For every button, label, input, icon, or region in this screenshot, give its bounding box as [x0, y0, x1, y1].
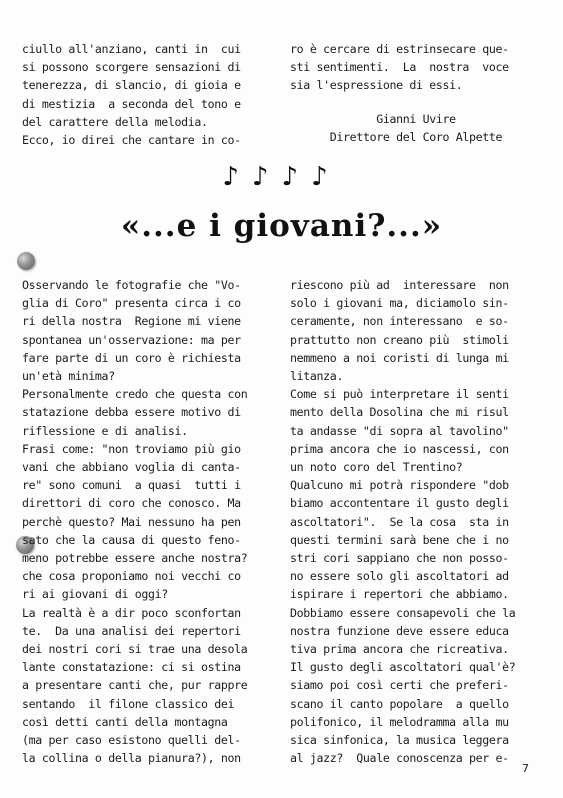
text-line: Ecco, io direi che cantare in co- [22, 133, 241, 148]
text-line: polifonico, il melodramma alla mu [290, 714, 509, 729]
text-line: statazione debba essere motivo di [22, 405, 241, 420]
text-line: tiva prima ancora che ricreativa. [290, 642, 509, 657]
text-line: un'età minima? [22, 369, 115, 384]
text-line: (ma per caso esistono quelli del- [22, 733, 241, 748]
text-line: no essere solo gli ascoltatori ad [290, 569, 509, 584]
text-line: lante constatazione: ci si ostina [22, 660, 241, 675]
text-line: Osservando le fotografie che "Vo- [22, 278, 241, 292]
intro-column-right [290, 40, 542, 95]
text-line: nostra funzione deve essere educa [290, 623, 509, 638]
text-line: Qualcuno mi potrà rispondere "dob [290, 478, 509, 493]
text-line: un noto coro del Trentino? [290, 460, 463, 475]
text-line: prima ancora che io nascessi, con [290, 441, 509, 456]
text-line: tenerezza, di slancio, di gioia e [22, 78, 241, 93]
text-line: Il gusto degli ascoltatori qual'è? [290, 660, 516, 675]
text-line: re" sono comuni a quasi tutti i [22, 478, 241, 493]
text-line: così detti canti della montagna [22, 714, 228, 729]
text-line: sti sentimenti. La nostra voce [290, 60, 509, 75]
text-line: stri cori sappiano che non posso- [290, 551, 509, 566]
page-number: 7 [522, 762, 529, 775]
article-column-left [22, 276, 274, 767]
text-line: riflessione e di analisi. [22, 423, 188, 438]
text-line: che cosa proponiamo noi vecchi co [22, 569, 241, 584]
text-line: sica sinfonica, la musica leggera [290, 733, 509, 748]
text-line: biamo accontentare il gusto degli [290, 496, 509, 511]
text-line: mento della Dosolina che mi risul [290, 405, 509, 420]
text-line: si possono scorgere sensazioni di [22, 60, 241, 75]
binder-hole-icon [17, 252, 35, 270]
text-line: del carattere della melodia. [22, 114, 208, 129]
text-line: ri ai giovani di oggi? [22, 587, 168, 602]
text-line: Frasi come: "non troviamo più gio [22, 441, 241, 456]
text-line: ispirare i repertori che abbiamo. [290, 587, 509, 602]
text-line: riescono più ad interessare non [290, 278, 509, 292]
text-line: ciullo all'anziano, canti in cui [22, 42, 241, 56]
text-line: litanza. [290, 369, 344, 384]
text-line: vani che abbiano voglia di canta- [22, 460, 241, 475]
article-column-right [290, 276, 542, 767]
text-line: Dobbiamo essere consapevoli che la [290, 605, 516, 620]
text-line: Personalmente credo che questa con [22, 387, 248, 402]
text-line: sato che la causa di questo feno- [22, 532, 241, 547]
text-line: ri della nostra Regione mi viene [22, 314, 241, 329]
text-line: al jazz? Quale conoscenza per e- [290, 751, 509, 766]
text-line: spontanea un'osservazione: ma per [22, 332, 241, 347]
text-line: sia l'espressione di essi. [290, 78, 463, 93]
text-line: meno potrebbe essere anche nostra? [22, 551, 248, 566]
text-line: te. Da una analisi dei repertori [22, 623, 241, 638]
text-line: solo i giovani ma, diciamolo sin- [290, 296, 509, 311]
text-line: nemmeno a noi coristi di lunga mi [290, 350, 509, 365]
intro-column-left [22, 40, 272, 149]
text-line: dei nostri cori si trae una desola [22, 642, 248, 657]
text-line: glia di Coro" presenta circa i co [22, 296, 241, 311]
text-line: ro è cercare di estrinsecare que- [290, 42, 509, 56]
signature-role: Direttore del Coro Alpette [329, 130, 503, 144]
signature-name: Gianni Uvire [376, 112, 456, 126]
music-notes-decoration: ♪♪♪♪ [222, 162, 341, 192]
text-line: ceramente, non interessano e so- [290, 314, 509, 329]
text-line: Come si può interpretare il senti [290, 387, 509, 402]
text-line: la collina o della pianura?), non [22, 751, 241, 766]
text-line: La realtà è a dir poco sconfortan [22, 605, 241, 620]
text-line: fare parte di un coro è richiesta [22, 350, 241, 365]
text-line: direttori di coro che conosco. Ma [22, 496, 241, 511]
text-line: questi termini sarà bene che i no [290, 532, 509, 547]
text-line: ascoltatori". Se la cosa sta in [290, 514, 509, 529]
text-line: ta andasse "di sopra al tavolino" [290, 423, 509, 438]
text-line: scano il canto popolare a quello [290, 696, 509, 711]
text-line: perchè questo? Mai nessuno ha pen [22, 514, 241, 529]
text-line: di mestizia a seconda del tono e [22, 96, 241, 111]
text-line: siamo poi così certi che preferi- [290, 678, 509, 693]
text-line: sentando il filone classico dei [22, 696, 235, 711]
text-line: a presentare canti che, pur rappre [22, 678, 248, 693]
text-line: prattutto non creano più stimoli [290, 332, 509, 347]
article-title: «...e i giovani?...» [120, 208, 443, 244]
